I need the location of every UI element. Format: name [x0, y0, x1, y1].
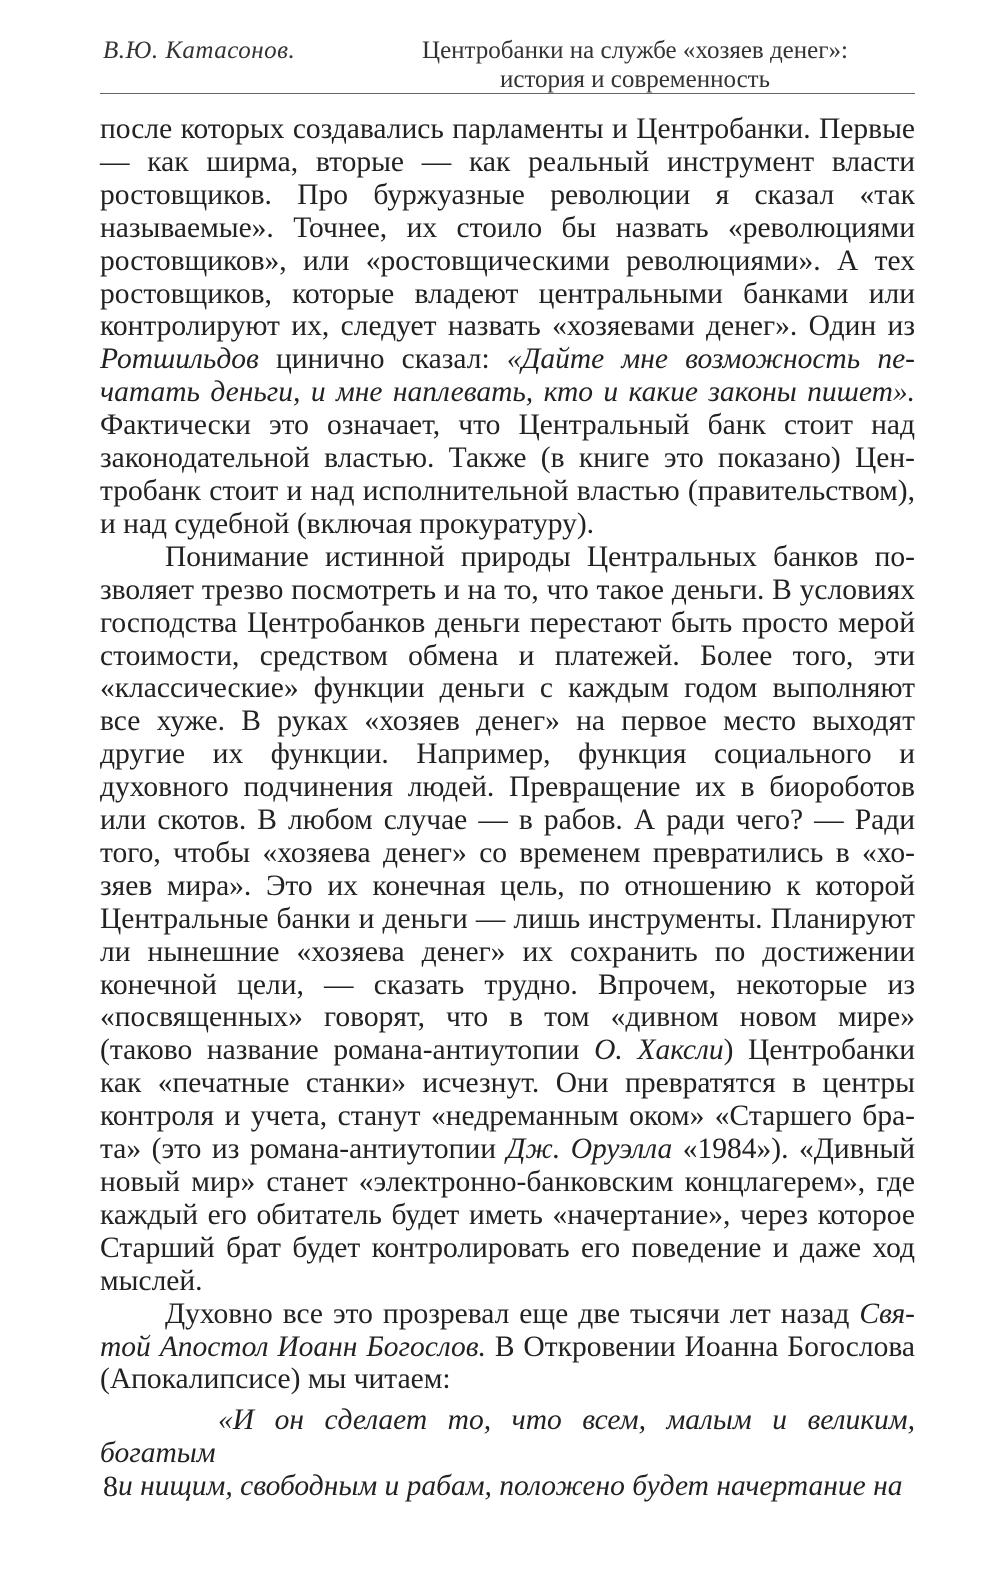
body-text [100, 113, 915, 1396]
emphasis-text: Святой Апостол Иоанн Богослов. [100, 1297, 915, 1363]
text-run: Духовно все это прозревал еще две тысячи лет назад [165, 1297, 860, 1330]
header-author: В.Ю. Катасонов. [103, 37, 296, 64]
header-title [355, 36, 915, 94]
text-run: «1984»). «Дивный новый мир» станет «электронно-банковским концлагерем», где каждый его обитатель будет иметь «начертание», через которое Старший брат будет контролировать его поведение и даже ход мыслей. [100, 1133, 916, 1297]
page-number: 8 [103, 1470, 118, 1503]
quote-line-2: и нищим, свободным и рабам, положено будет начертание на [118, 1470, 903, 1502]
emphasis-text: О. Хаксли [594, 1034, 724, 1067]
text-run: цинично сказал: [258, 343, 507, 376]
scripture-quote [100, 1404, 915, 1503]
header-title-line-1: Центробанки на службе «хозяев денег»: [422, 37, 848, 64]
quote-line-1: «И он сделает то, что всем, малым и великим, богатым [100, 1404, 915, 1469]
text-run: В Откровении Иоанна Богослова (Апокалипсисе) мы читаем: [100, 1330, 915, 1396]
paragraph-2 [100, 541, 915, 1298]
text-run: после которых создавались парламенты и Центробанки. Первые — как ширма, вторые — как реальный инструмент власти ростовщиков. Про буржуазные революции я сказал «так называемые». Точнее, их стоило бы назвать «революциями ростовщиков», или «ростовщическими революциями». А тех ростовщиков, которые владеют центральными банками или контролируют их, следует назвать «хозяевами денег». Один из [100, 113, 915, 343]
paragraph-3 [100, 1298, 915, 1397]
running-header [100, 30, 915, 96]
header-title-line-2: история и современность [499, 66, 771, 93]
quote-text [100, 1404, 915, 1503]
emphasis-text: «Дайте мне возможность печатать деньги, и мне наплевать, кто и какие законы пишет». [100, 343, 915, 409]
header-rule [100, 93, 915, 94]
text-run: Понимание истинной природы Центральных банков позволяет трезво посмотреть и на то, что такое деньги. В условиях господства Центробанков деньги перестают быть просто мерой стоимости, средством обмена и платежей. Более того, эти «классические» функции деньги с каждым годом выполняют все хуже. В руках «хозяев денег» на первое место выходят другие их функции. Например, функция социального и духовного подчинения людей. Превращение их в биороботов или скотов. В любом случае — в рабов. А ради чего? — Ради того, чтобы «хозяева денег» со временем превратились в «хозяев мира». Это их конечная цель, по отношению к которой Центральные банки и деньги — лишь инструменты. Планируют ли нынешние «хозяева денег» их сохранить по достижении конечной цели, — сказать трудно. Впрочем, некоторые из «посвященных» говорят, что в том «дивном новом мире» (таково название романа-антиутопии [100, 540, 915, 1067]
emphasis-text: Дж. Оруэлла [506, 1133, 673, 1166]
paragraph-1 [100, 113, 915, 541]
text-run: ) Центробанки как «печатные станки» исчезнут. Они превратятся в центры контроля и учета, станут «недреманным оком» «Старшего брата» (это из романа-антиутопии [100, 1034, 915, 1166]
text-run: Фактически это означает, что Центральный банк стоит над законодательной властью. Также (в книге это показано) Центробанк стоит и над исполнительной властью (правительством), и над судебной (включая прокуратуру). [100, 409, 915, 540]
emphasis-text: Ротшильдов [100, 343, 259, 376]
